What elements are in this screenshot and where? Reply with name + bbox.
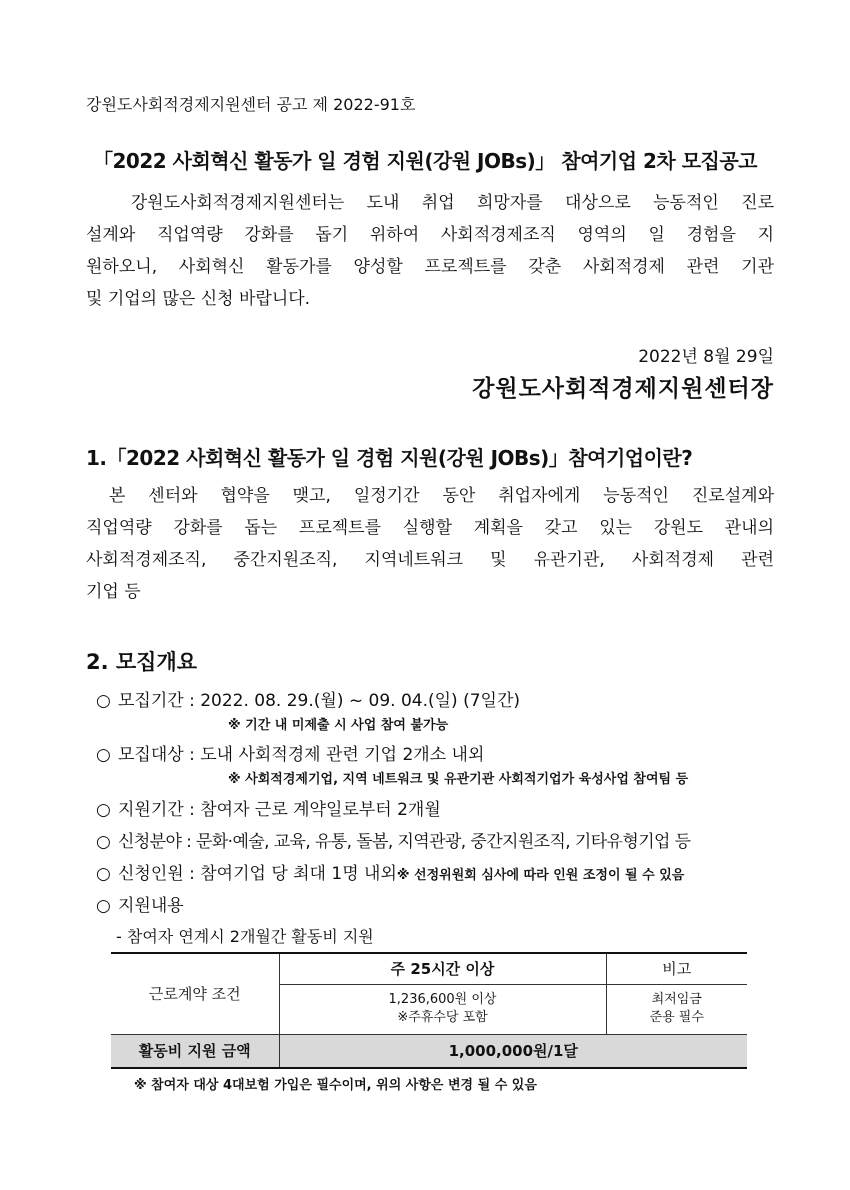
- intro-line: 및 기업의 많은 신청 바랍니다.: [86, 289, 311, 309]
- remark-line-1: 최저임금: [651, 992, 702, 1007]
- wage-note: ※주휴수당 포함: [397, 1010, 488, 1025]
- hours-header: 주 25시간 이상: [279, 953, 606, 984]
- remark-header: 비고: [606, 953, 747, 984]
- recruit-target-text: 모집대상 : 도내 사회적경제 관련 기업 2개소 내외: [118, 745, 485, 765]
- bullet-circle: ○: [96, 832, 111, 852]
- notice-date: 2022년 8월 29일: [638, 347, 774, 367]
- remark-cell: [606, 984, 747, 1034]
- apply-count-text: 신청인원 : 참여기업 당 최대 1명 내외: [118, 864, 397, 884]
- intro-line: 원하오니, 사회혁신 활동가를 양성할 프로젝트를 갖춘 사회적경제 관련 기관: [86, 257, 774, 277]
- recruit-period-item: [96, 686, 520, 711]
- section1-line: 직업역량 강화를 돕는 프로젝트를 실행할 계획을 갖고 있는 강원도 관내의: [86, 518, 774, 538]
- apply-count-note: ※ 선정위원회 심사에 따라 인원 조정이 될 수 있음: [396, 868, 685, 883]
- support-amount-value: 1,000,000원/1달: [279, 1034, 747, 1068]
- recruit-period-note: ※ 기간 내 미제출 시 사업 참여 불가능: [228, 718, 449, 733]
- bullet-circle: ○: [96, 745, 111, 765]
- intro-line: 설계와 직업역량 강화를 돕기 위하여 사회적경제조직 영역의 일 경험을 지: [86, 225, 774, 245]
- section2-title: 2. 모집개요: [86, 650, 198, 674]
- support-table: [111, 952, 747, 1069]
- wage-amount: 1,236,600원 이상: [388, 992, 497, 1007]
- bullet-circle: ○: [96, 691, 111, 711]
- contract-condition-header: 근로계약 조건: [111, 953, 279, 1034]
- support-amount-header: 활동비 지원 금액: [111, 1034, 279, 1068]
- section1-body: [86, 480, 774, 608]
- section1-title: 1.「2022 사회혁신 활동가 일 경험 지원(강원 JOBs)」참여기업이란?: [86, 446, 693, 470]
- wage-cell: [279, 984, 606, 1034]
- recruit-target-note: ※ 사회적경제기업, 지역 네트워크 및 유관기관 사회적기업가 육성사업 참여팀 등: [228, 772, 689, 787]
- support-content-text: 지원내용: [118, 896, 184, 916]
- recruit-period-text: 모집기간 : 2022. 08. 29.(월) ~ 09. 04.(일) (7일간): [118, 691, 520, 711]
- apply-field-text: 신청분야 : 문화·예술, 교육, 유통, 돌봄, 지역관광, 중간지원조직, 기타유형기업 등: [118, 832, 691, 852]
- apply-field-item: [96, 827, 690, 852]
- recruit-target-item: [96, 740, 484, 765]
- section1-line: 본 센터와 협약을 맺고, 일정기간 동안 취업자에게 능동적인 진로설계와: [86, 486, 774, 506]
- support-period-text: 지원기간 : 참여자 근로 계약일로부터 2개월: [118, 800, 441, 820]
- table-footnote: ※ 참여자 대상 4대보험 가입은 필수이며, 위의 사항은 변경 될 수 있음: [134, 1078, 537, 1093]
- apply-count-item: [96, 859, 684, 884]
- bullet-circle: ○: [96, 800, 111, 820]
- support-period-item: [96, 795, 441, 820]
- support-content-item: [96, 891, 184, 916]
- section1-line: 사회적경제조직, 중간지원조직, 지역네트워크 및 유관기관, 사회적경제 관련: [86, 550, 774, 570]
- bullet-circle: ○: [96, 864, 111, 884]
- bullet-circle: ○: [96, 896, 111, 916]
- intro-paragraph: [86, 187, 774, 315]
- notice-number: 강원도사회적경제지원센터 공고 제 2022-91호: [86, 95, 416, 114]
- support-detail-line: - 참여자 연계시 2개월간 활동비 지원: [116, 927, 374, 946]
- intro-line: 강원도사회적경제지원센터는 도내 취업 희망자를 대상으로 능동적인 진로: [86, 193, 774, 213]
- organization-signature: 강원도사회적경제지원센터장: [472, 376, 774, 402]
- section1-line: 기업 등: [86, 582, 141, 602]
- document-title: 「2022 사회혁신 활동가 일 경험 지원(강원 JOBs)」 참여기업 2차 모집공고: [93, 149, 757, 173]
- remark-line-2: 준용 필수: [649, 1010, 704, 1025]
